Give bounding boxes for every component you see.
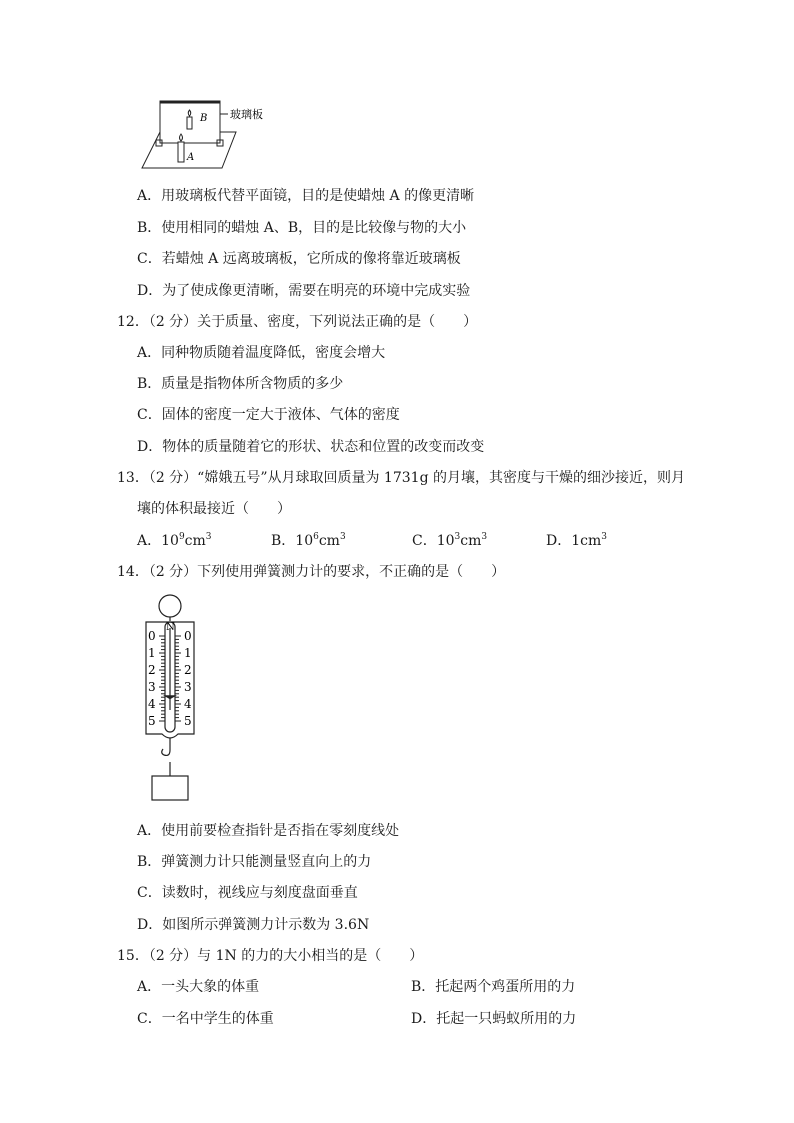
tick-right-4: 4 <box>184 697 192 711</box>
q14-option-d: D．如图所示弹簧测力计示数为 3.6N <box>137 917 370 933</box>
q15-option-a: A．一头大象的体重 <box>137 979 260 995</box>
tick-right-1: 1 <box>184 646 192 660</box>
q12-stem: 12．（2 分）关于质量、密度，下列说法正确的是（ ） <box>117 314 478 330</box>
q13-option-d: D．$1cm^3$ <box>546 532 607 549</box>
q14-option-c: C．读数时，视线应与刻度盘面垂直 <box>137 885 358 901</box>
q11-option-d: D．为了使成像更清晰，需要在明亮的环境中完成实验 <box>137 283 471 299</box>
label-glass: 玻璃板 <box>230 108 263 121</box>
tick-left-3: 3 <box>148 680 156 694</box>
tick-left-1: 1 <box>148 646 156 660</box>
tick-left-2: 2 <box>148 663 156 677</box>
q13-stem-line1: 13．（2 分）“嫦娥五号”从月球取回质量为 1731g 的月壤，其密度与干燥的细沙接近，则月 <box>117 470 685 486</box>
q15-option-c: C．一名中学生的体重 <box>137 1011 274 1027</box>
tick-right-0: 0 <box>184 629 192 643</box>
scale-unit: N <box>166 622 175 633</box>
label-a: A <box>187 152 195 163</box>
q14-option-a: A．使用前要检查指针是否指在零刻度线处 <box>137 823 400 839</box>
tick-left-4: 4 <box>148 697 156 711</box>
q12-option-d: D．物体的质量随着它的形状、状态和位置的改变而改变 <box>137 439 485 455</box>
q15-stem: 15．（2 分）与 1N 的力的大小相当的是（ ） <box>117 948 424 964</box>
q13-option-a: A．$10^9cm^3$ <box>137 532 212 549</box>
tick-left-5: 5 <box>148 714 156 728</box>
label-b: B <box>200 113 208 124</box>
q13-option-c: C．$10^3cm^3$ <box>412 532 488 549</box>
tick-left-0: 0 <box>148 629 156 643</box>
q12-option-c: C．固体的密度一定大于液体、气体的密度 <box>137 407 400 423</box>
q11-option-a: A．用玻璃板代替平面镜，目的是使蜡烛 A 的像更清晰 <box>137 188 475 204</box>
q15-option-b: B．托起两个鸡蛋所用的力 <box>411 979 576 995</box>
q13-stem-line2: 壤的体积最接近（ ） <box>137 501 291 517</box>
mirror-experiment-figure <box>136 96 286 172</box>
tick-right-3: 3 <box>184 680 192 694</box>
q15-option-d: D．托起一只蚂蚁所用的力 <box>411 1011 577 1027</box>
q11-option-b: B．使用相同的蜡烛 A、B，目的是比较像与物的大小 <box>137 220 467 236</box>
spring-scale-figure <box>140 592 230 804</box>
q12-option-a: A．同种物质随着温度降低，密度会增大 <box>137 345 386 361</box>
tick-right-5: 5 <box>184 714 192 728</box>
q11-option-c: C．若蜡烛 A 远离玻璃板，它所成的像将靠近玻璃板 <box>137 251 461 267</box>
q13-option-b: B．$10^6cm^3$ <box>271 532 346 549</box>
tick-right-2: 2 <box>184 663 192 677</box>
q14-option-b: B．弹簧测力计只能测量竖直向上的力 <box>137 854 372 870</box>
q12-option-b: B．质量是指物体所含物质的多少 <box>137 376 344 392</box>
q14-stem: 14．（2 分）下列使用弹簧测力计的要求，不正确的是（ ） <box>117 564 506 580</box>
